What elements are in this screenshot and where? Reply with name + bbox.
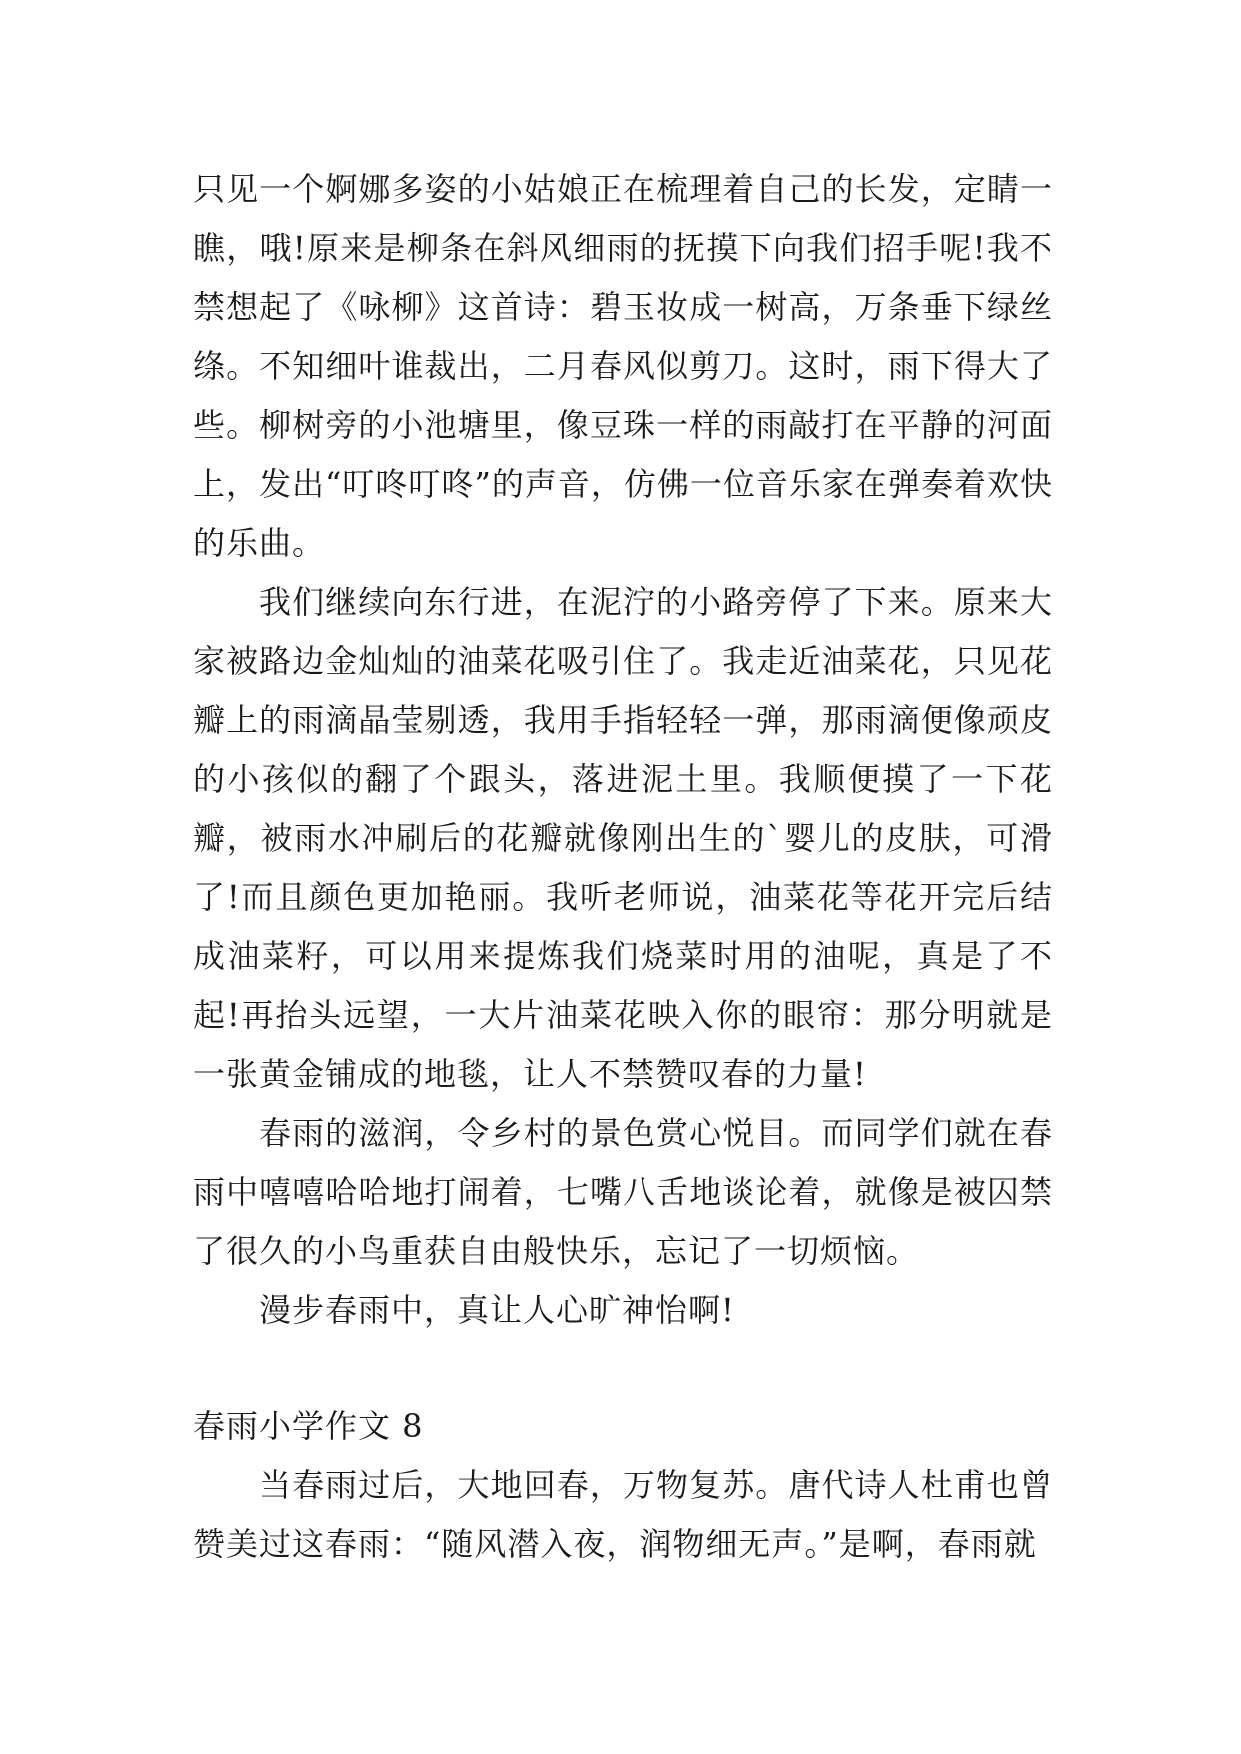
paragraph-closing-line: 漫步春雨中，真让人心旷神怡啊! [259,1291,735,1329]
paragraph-willow-scene: 只见一个婀娜多姿的小姑娘正在梳理着自己的长发，定睛一瞧，哦!原来是柳条在斜风细雨的抚摸下向我们招手呢!我不禁想起了《咏柳》这首诗：碧玉妆成一树高，万条垂下绿丝绦。不知细叶谁裁出，二月春风似剪刀。这时，雨下得大了些。柳树旁的小池塘里，像豆珠一样的雨敲打在平静的河面上，发出“叮咚叮咚”的声音，仿佛一位音乐家在弹奏着欢快的乐曲。 [193,170,1053,562]
section-title: 春雨小学作文 8 [193,1407,424,1445]
document-body [193,160,1053,1574]
paragraph-classmates-play: 春雨的滋润，令乡村的景色赏心悦目。而同学们就在春雨中嘻嘻哈哈地打闹着，七嘴八舌地谈论着，就像是被囚禁了很久的小鸟重获自由般快乐，忘记了一切烦恼。 [193,1114,1053,1270]
paragraph-rapeseed-flowers: 我们继续向东行进，在泥泞的小路旁停了下来。原来大家被路边金灿灿的油菜花吸引住了。我走近油菜花，只见花瓣上的雨滴晶莹剔透，我用手指轻轻一弹，那雨滴便像顽皮的小孩似的翻了个跟头，落进泥土里。我顺便摸了一下花瓣，被雨水冲刷后的花瓣就像刚出生的`婴儿的皮肤，可滑了!而且颜色更加艳丽。我听老师说，油菜花等花开完后结成油菜籽，可以用来提炼我们烧菜时用的油呢，真是了不起!再抬头远望，一大片油菜花映入你的眼帘：那分明就是一张黄金铺成的地毯，让人不禁赞叹春的力量! [193,583,1053,1093]
paragraph-essay-8-opening: 当春雨过后，大地回春，万物复苏。唐代诗人杜甫也曾赞美过这春雨：“随风潜入夜，润物细无声。”是啊，春雨就 [193,1466,1053,1563]
